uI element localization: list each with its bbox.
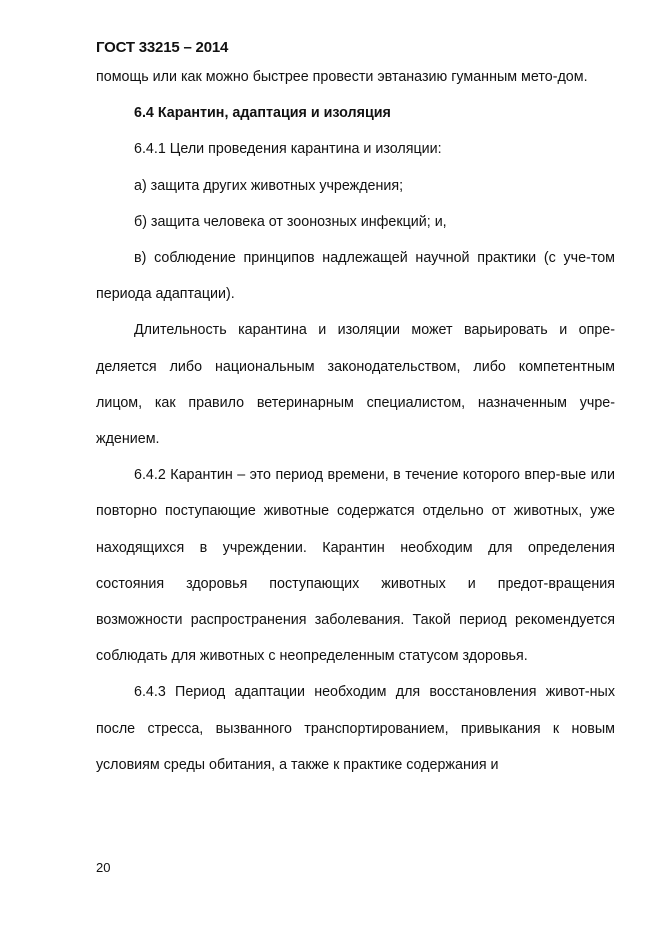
page-body [96, 59, 615, 783]
document-header: ГОСТ 33215 – 2014 [96, 39, 229, 56]
list-item: б) защита человека от зоонозных инфекций; и, [134, 213, 447, 230]
paragraph-continuation: помощь или как можно быстрее провести эвтаназию гуманным мето-дом. [96, 69, 588, 85]
section-heading: 6.4 Карантин, адаптация и изоляция [134, 105, 391, 122]
list-item: а) защита других животных учреждения; [134, 177, 404, 194]
list-item: в) соблюдение принципов надлежащей научной практики (с уче-том периода адаптации). [96, 250, 615, 303]
paragraph: Длительность карантина и изоляции может варьировать и опре-деляется либо национальным законодательством, либо компетентным лицом, как правило ветеринарным специалистом, назначенным учре-ждением. [96, 322, 615, 448]
page-number: 20 [96, 860, 111, 875]
paragraph: 6.4.1 Цели проведения карантина и изоляции: [134, 141, 442, 158]
paragraph: 6.4.3 Период адаптации необходим для восстановления живот-ных после стресса, вызванного транспортированием, привыкания к новым условиям среды обитания, а также к практике содержания и [96, 684, 615, 773]
paragraph: 6.4.2 Карантин – это период времени, в течение которого впер-вые или повторно поступающие животные содержатся отдельно от животных, уже находящихся в учреждении. Карантин необходим для определения состояния здоровья поступающих животных и предот-вращения возможности распространения заболевания. Такой период рекомендуется соблюдать для животных с неопределенным статусом здоровья. [96, 467, 615, 665]
